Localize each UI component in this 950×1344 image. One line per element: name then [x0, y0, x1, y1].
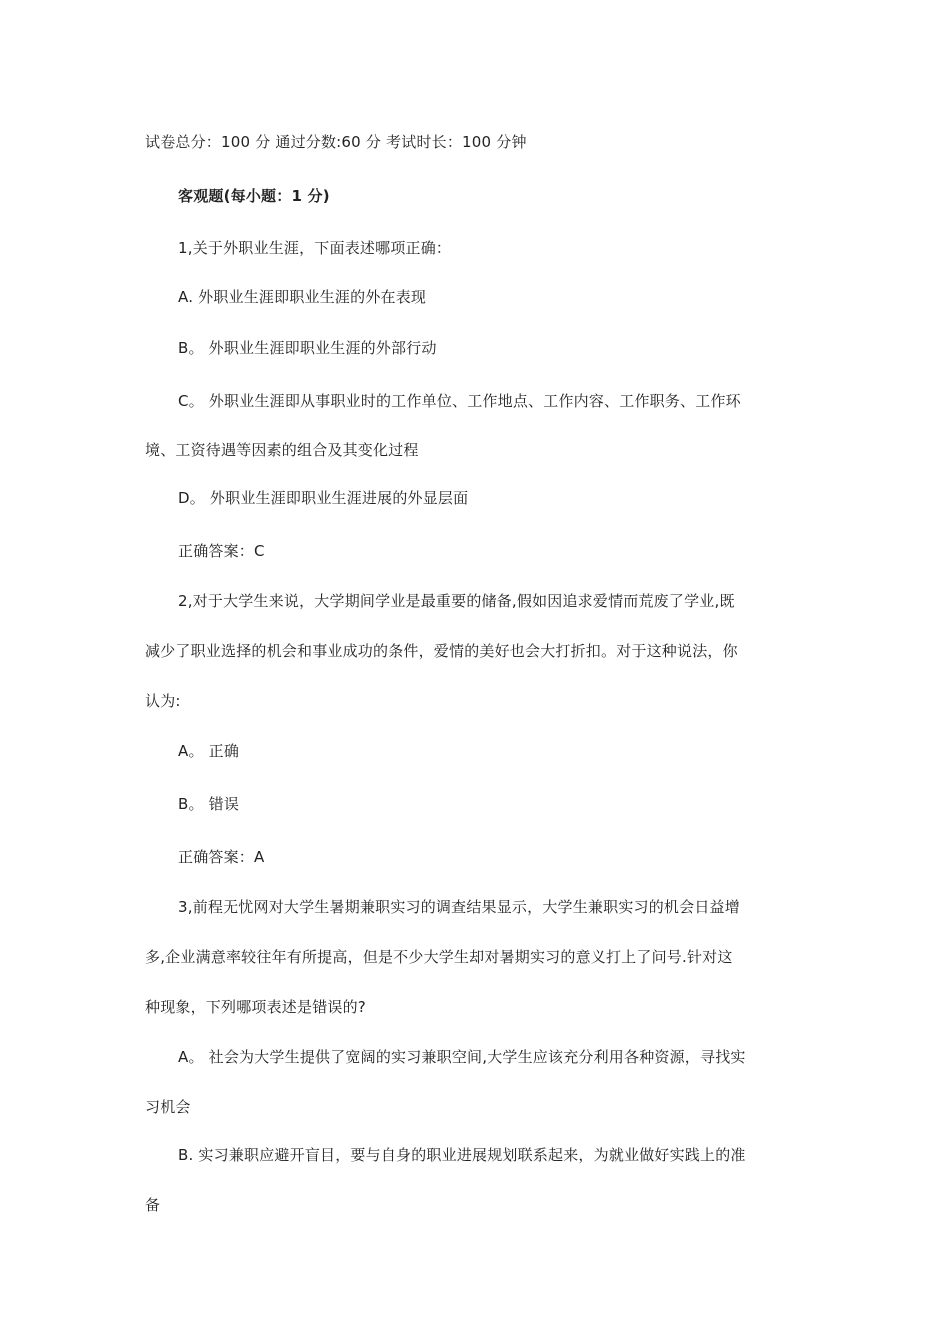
exam-info-header: 试卷总分：100 分 通过分数:60 分 考试时长：100 分钟 [145, 133, 527, 151]
question-3-stem-cont-1: 多,企业满意率较往年有所提高，但是不少大学生却对暑期实习的意义打上了问号.针对这 [145, 948, 733, 966]
question-2-option-b: B。 错误 [178, 795, 240, 813]
question-1-option-d: D。 外职业生涯即职业生涯进展的外显层面 [178, 489, 469, 507]
question-3-stem: 3,前程无忧网对大学生暑期兼职实习的调查结果显示，大学生兼职实习的机会日益增 [178, 898, 740, 916]
question-3-option-b: B. 实习兼职应避开盲目，要与自身的职业进展规划联系起来，为就业做好实践上的准 [178, 1146, 746, 1164]
question-1-option-c: C。 外职业生涯即从事职业时的工作单位、工作地点、工作内容、工作职务、工作环 [178, 392, 741, 410]
question-2-stem: 2,对于大学生来说，大学期间学业是最重要的储备,假如因追求爱情而荒废了学业,既 [178, 592, 735, 610]
question-2-stem-cont-2: 认为: [145, 692, 181, 710]
question-1-answer: 正确答案：C [178, 542, 265, 560]
question-3-option-a: A。 社会为大学生提供了宽阔的实习兼职空间,大学生应该充分利用各种资源，寻找实 [178, 1048, 746, 1066]
question-2-answer: 正确答案：A [178, 848, 265, 866]
question-1-option-b: B。 外职业生涯即职业生涯的外部行动 [178, 339, 437, 357]
question-3-stem-cont-2: 种现象，下列哪项表述是错误的? [145, 998, 366, 1016]
question-1-stem: 1,关于外职业生涯，下面表述哪项正确： [178, 239, 452, 257]
question-3-option-b-cont: 备 [145, 1196, 161, 1214]
question-1-option-a: A. 外职业生涯即职业生涯的外在表现 [178, 288, 427, 306]
question-3-option-a-cont: 习机会 [145, 1098, 191, 1116]
question-2-stem-cont-1: 减少了职业选择的机会和事业成功的条件，爱情的美好也会大打折扣。对于这种说法，你 [145, 642, 738, 660]
section-title: 客观题(每小题：1 分) [178, 187, 330, 205]
question-1-option-c-cont: 境、工资待遇等因素的组合及其变化过程 [145, 441, 419, 459]
question-2-option-a: A。 正确 [178, 742, 240, 760]
